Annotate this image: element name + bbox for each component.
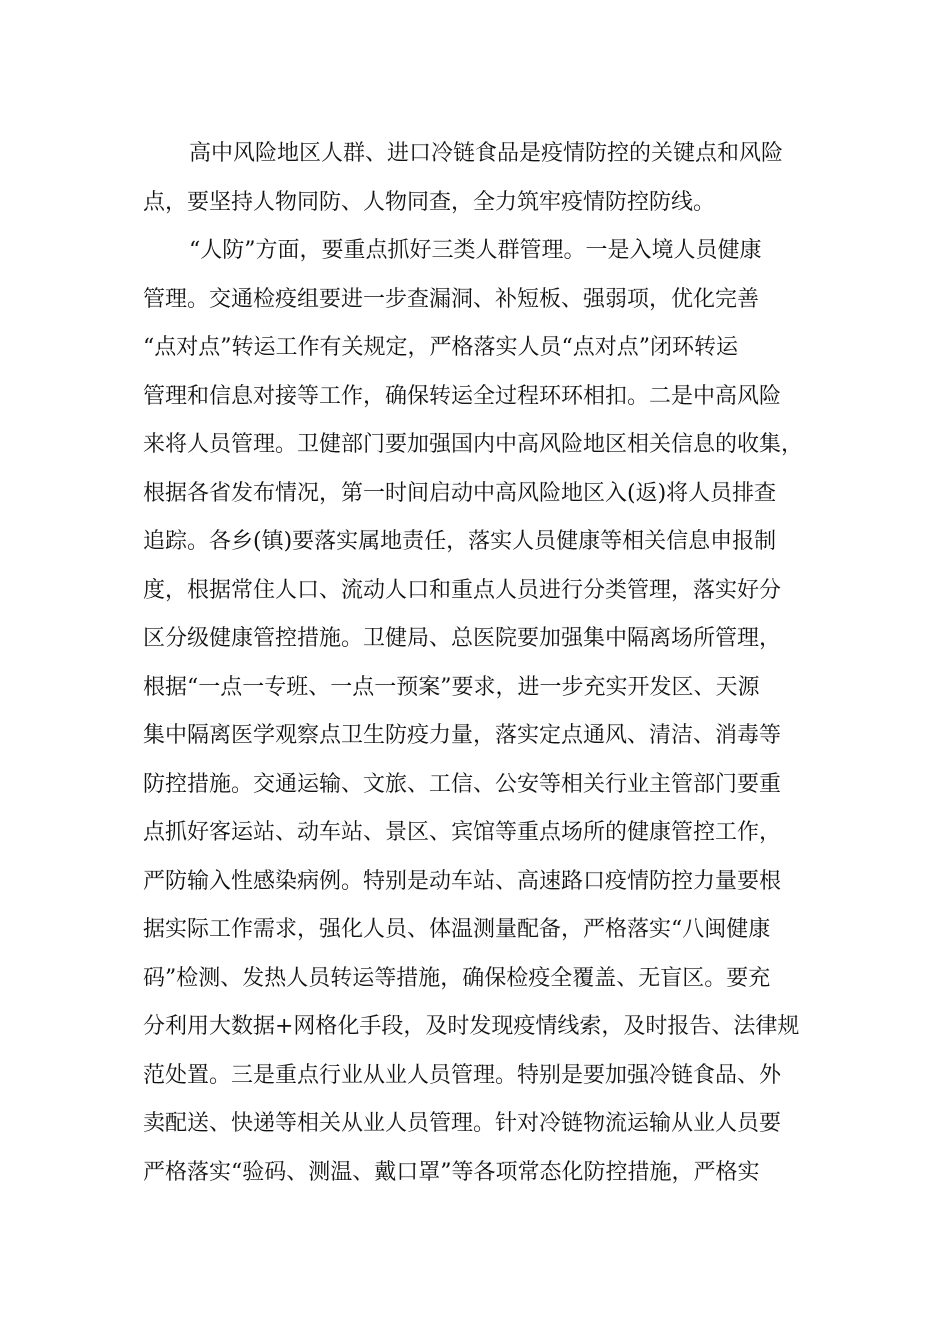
text-line: 追踪。各乡(镇)要落实属地责任，落实人员健康等相关信息申报制 <box>143 529 777 554</box>
text-line: 卖配送、快递等相关从业人员管理。针对冷链物流运输从业人员要 <box>143 1111 782 1136</box>
text-line: 严格落实“验码、测温、戴口罩”等各项常态化防控措施，严格实 <box>143 1159 760 1185</box>
text-line: 管理。交通检疫组要进一步查漏洞、补短板、强弱项，优化完善 <box>143 286 760 312</box>
text-line: 分利用大数据+网格化手段，及时发现疫情线索，及时报告、法律规 <box>143 1014 800 1039</box>
text-line: 集中隔离医学观察点卫生防疫力量，落实定点通风、清洁、消毒等 <box>143 723 782 748</box>
text-line: 根据“一点一专班、一点一预案”要求，进一步充实开发区、天源 <box>143 674 760 700</box>
text-line: 管理和信息对接等工作，确保转运全过程环环相扣。二是中高风险 <box>143 383 782 409</box>
text-line: 点，要坚持人物同防、人物同查，全力筑牢疫情防控防线。 <box>143 189 716 215</box>
text-line: 来将人员管理。卫健部门要加强国内中高风险地区相关信息的收集， <box>143 432 804 457</box>
text-line: 码”检测、发热人员转运等措施，确保检疫全覆盖、无盲区。要充 <box>143 965 771 991</box>
text-line: 点抓好客运站、动车站、景区、宾馆等重点场所的健康管控工作， <box>143 820 782 845</box>
text-line: 严防输入性感染病例。特别是动车站、高速路口疫情防控力量要根 <box>143 868 782 894</box>
text-line: 范处置。三是重点行业从业人员管理。特别是要加强冷链食品、外 <box>143 1062 782 1088</box>
text-line: “点对点”转运工作有关规定，严格落实人员“点对点”闭环转运 <box>143 335 738 360</box>
text-line: 度，根据常住人口、流动人口和重点人员进行分类管理，落实好分 <box>143 577 782 603</box>
text-line: 根据各省发布情况，第一时间启动中高风险地区入(返)将人员排查 <box>143 480 777 506</box>
text-line: 据实际工作需求，强化人员、体温测量配备，严格落实“八闽健康 <box>143 917 771 942</box>
text-line: 高中风险地区人群、进口冷链食品是疫情防控的关键点和风险 <box>189 141 784 166</box>
text-line: 防控措施。交通运输、文旅、工信、公安等相关行业主管部门要重 <box>143 771 782 797</box>
text-line: “人防”方面，要重点抓好三类人群管理。一是入境人员健康 <box>189 238 762 263</box>
text-line: 区分级健康管控措施。卫健局、总医院要加强集中隔离场所管理， <box>143 626 782 651</box>
